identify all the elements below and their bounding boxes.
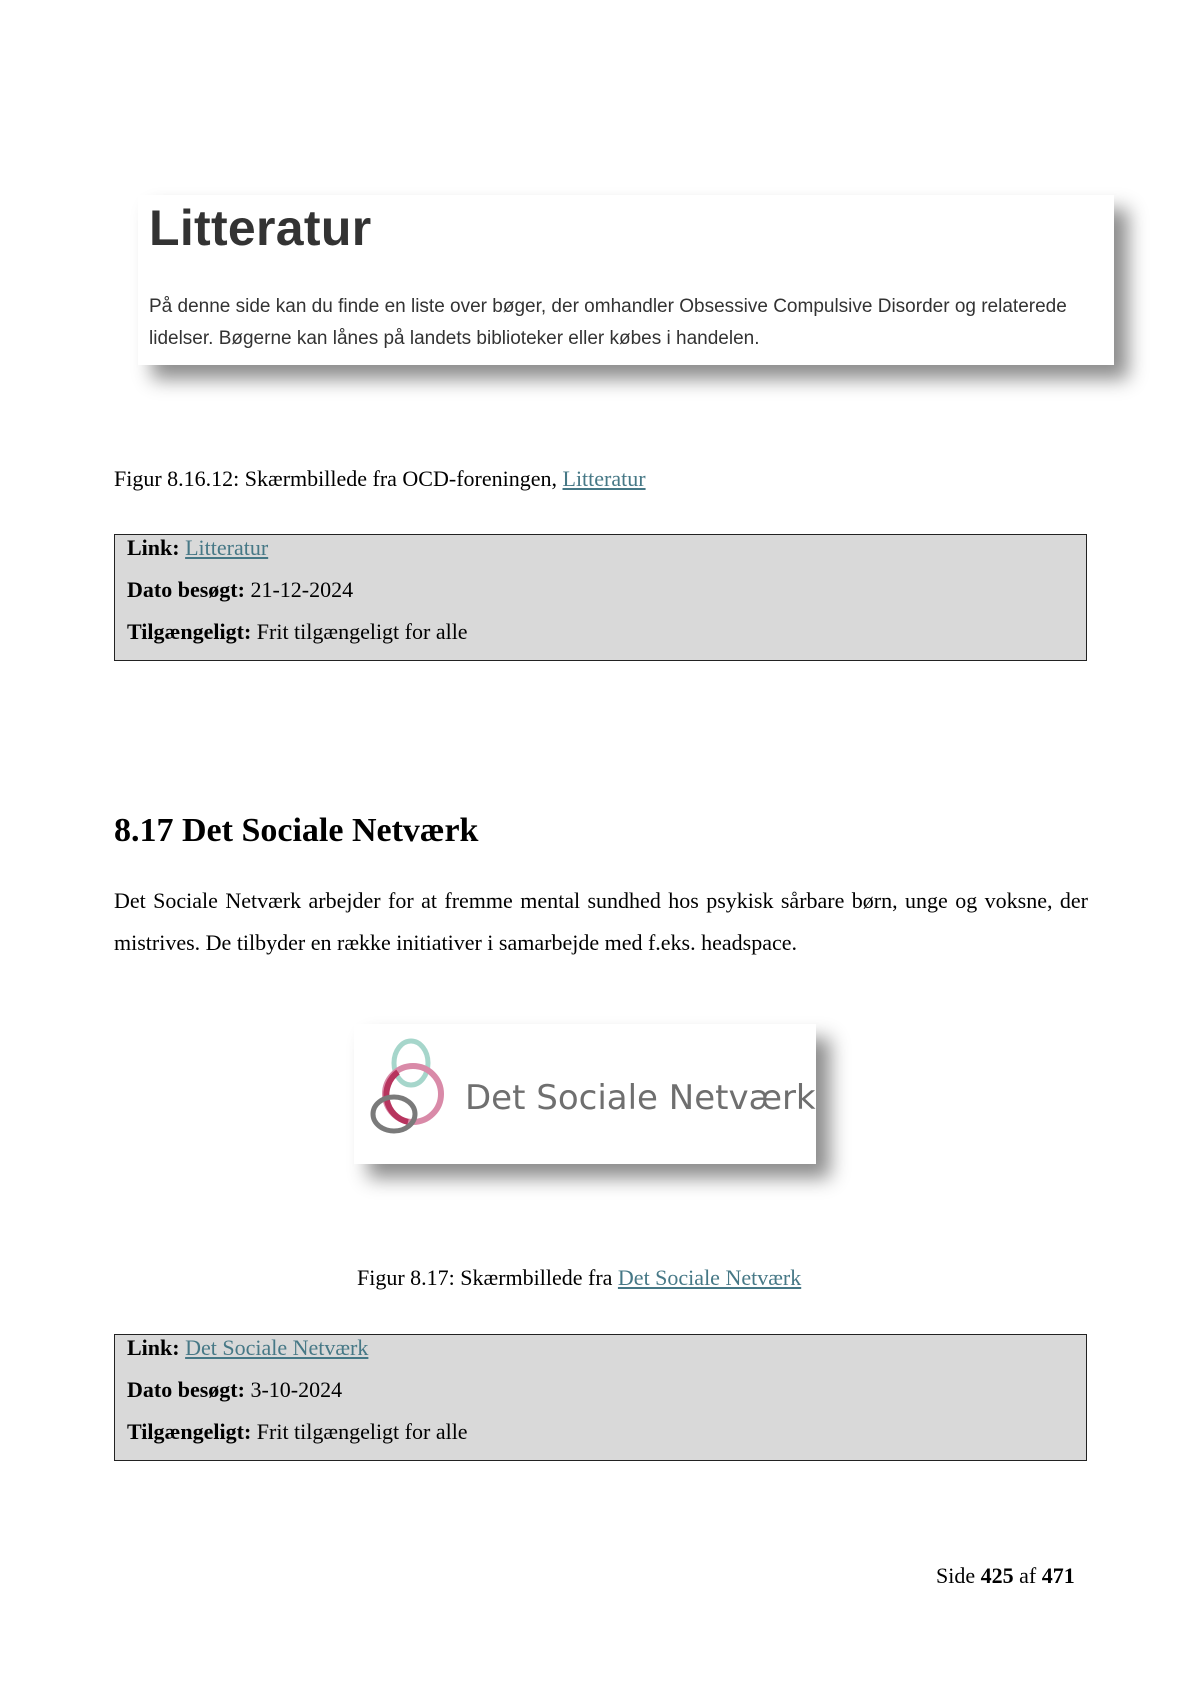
date-label: Dato besøgt:: [127, 1377, 245, 1402]
info-date-row: [127, 1377, 342, 1403]
access-value: Frit tilgængeligt for alle: [256, 619, 468, 644]
caption-text: Figur 8.16.12: Skærmbillede fra OCD-foreningen,: [114, 466, 557, 491]
access-label: Tilgængeligt:: [127, 619, 252, 644]
link-label: Link:: [127, 1335, 180, 1360]
caption-link-litteratur[interactable]: Litteratur: [562, 466, 646, 491]
rings-logo-icon: [368, 1038, 458, 1148]
section-paragraph: Det Sociale Netværk arbejder for at fremme mental sundhed hos psykisk sårbare børn, unge og voksne, der mistrives. De tilbyder en række initiativer i samarbejde med f.eks. headspace.: [114, 888, 1088, 955]
figure-caption-2: [357, 1265, 801, 1291]
info-link-litteratur[interactable]: Litteratur: [185, 535, 269, 560]
screenshot-title: Litteratur: [149, 200, 372, 256]
screenshot-description: På denne side kan du finde en liste over bøger, der omhandler Obsessive Compulsive Disorder og relaterede lidelser. Bøgerne kan lånes på landets biblioteker eller købes i handelen.: [149, 296, 1067, 349]
caption-text: Figur 8.17: Skærmbillede fra: [357, 1265, 613, 1290]
figure-caption-1: [114, 466, 646, 492]
date-value: 3-10-2024: [250, 1377, 343, 1402]
info-link-row: [127, 535, 268, 561]
date-label: Dato besøgt:: [127, 577, 245, 602]
access-label: Tilgængeligt:: [127, 1419, 252, 1444]
current-page: 425: [980, 1563, 1014, 1588]
litteratur-screenshot: [138, 195, 1114, 365]
det-sociale-netvaerk-screenshot: [354, 1024, 816, 1164]
caption-link-det-sociale-netvaerk[interactable]: Det Sociale Netværk: [617, 1265, 802, 1290]
page-prefix: Side: [936, 1563, 976, 1588]
access-value: Frit tilgængeligt for alle: [256, 1419, 468, 1444]
info-link-det-sociale-netvaerk[interactable]: Det Sociale Netværk: [185, 1335, 369, 1360]
info-box-1: [114, 534, 1087, 661]
page-middle: af: [1019, 1563, 1037, 1588]
info-access-row: [127, 619, 468, 645]
page-number: [936, 1563, 1075, 1589]
date-value: 21-12-2024: [250, 577, 354, 602]
logo-text: Det Sociale Netværk: [465, 1078, 816, 1118]
link-label: Link:: [127, 535, 180, 560]
total-pages: 471: [1041, 1563, 1075, 1588]
info-access-row: [127, 1419, 468, 1445]
info-box-2: [114, 1334, 1087, 1461]
info-date-row: [127, 577, 353, 603]
section-heading: 8.17 Det Sociale Netværk: [114, 812, 479, 849]
info-link-row: [127, 1335, 368, 1361]
